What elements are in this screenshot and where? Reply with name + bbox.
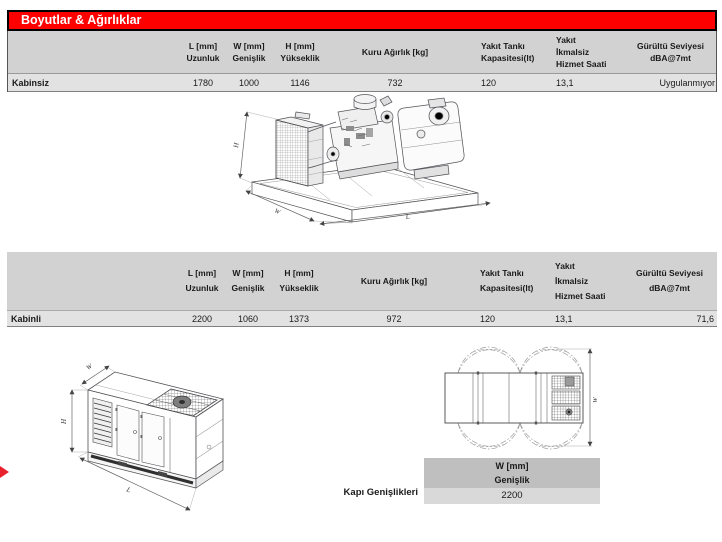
value-height: 1373 xyxy=(288,313,310,324)
spec-row-kabinli xyxy=(7,311,717,327)
dim-label-l: L xyxy=(125,485,133,495)
canopy-genset-drawing xyxy=(40,330,300,515)
dim-label-w: W xyxy=(273,207,282,217)
header-cell-dry-weight: Kuru Ağırlık [kg] xyxy=(361,47,429,57)
door-widths-table xyxy=(424,458,600,504)
louver-panel xyxy=(93,398,112,447)
header-cell-noise: Gürültü Seviyesi dBA@7mt xyxy=(635,268,704,293)
red-triangle-marker xyxy=(0,466,9,478)
open-genset-drawing xyxy=(225,88,505,228)
door-widths-value: 2200 xyxy=(424,488,600,504)
dim-label-h: H xyxy=(232,142,241,149)
header-cell-fuel-tank: Yakıt Tankı Kapasitesi(lt) xyxy=(480,268,534,293)
dim-label-w: W xyxy=(85,362,94,372)
header-cell-width: W [mm] Genişlik xyxy=(231,268,265,293)
row-name: Kabinsiz xyxy=(12,77,50,88)
radiator xyxy=(276,112,323,186)
header-cell-empty xyxy=(7,252,178,310)
header-cell-length: L [mm] Uzunluk xyxy=(186,41,220,63)
value-dry-weight: 972 xyxy=(386,313,402,324)
alternator xyxy=(398,98,464,179)
spec-table-header xyxy=(8,31,716,74)
header-cell-fuel-tank: Yakıt Tankı Kapasitesi(lt) xyxy=(481,41,535,63)
value-refuel-hours: 13,1 xyxy=(555,313,573,324)
header-cell-height: H [mm] Yükseklik xyxy=(279,268,319,293)
spec-table-kabinsiz xyxy=(7,31,717,92)
header-cell-refuel-hours: Yakıt İkmalsiz Hizmet Saati xyxy=(556,35,607,69)
header-cell-noise: Gürültü Seviyesi dBA@7mt xyxy=(636,41,705,63)
value-dry-weight: 732 xyxy=(387,77,403,88)
dim-label-w: W xyxy=(592,397,599,403)
dim-label-h: H xyxy=(60,418,68,424)
value-length: 2200 xyxy=(191,313,213,324)
header-cell-refuel-hours: Yakıt İkmalsiz Hizmet Saati xyxy=(555,260,606,301)
door-widths-label: Kapı Genişlikleri xyxy=(343,487,418,498)
header-cell-dry-weight: Kuru Ağırlık [kg] xyxy=(360,275,428,286)
value-height: 1146 xyxy=(290,77,310,88)
dim-label-l: L xyxy=(405,212,411,221)
spec-table-header-2 xyxy=(7,252,717,311)
value-noise: 71,6 xyxy=(696,313,714,324)
row-name: Kabinli xyxy=(11,313,42,324)
value-width: 1060 xyxy=(237,313,259,324)
value-noise: Uygulanmıyor xyxy=(659,77,715,88)
section-title: Boyutlar & Ağırlıklar xyxy=(21,13,142,27)
section-title-bar xyxy=(7,10,717,31)
header-cell-width: W [mm] Genişlik xyxy=(232,41,266,63)
canopy-plan-body xyxy=(445,372,583,425)
header-cell-length: L [mm] Uzunluk xyxy=(185,268,219,293)
top-view-drawing xyxy=(428,336,608,456)
value-fuel-tank: 120 xyxy=(481,77,497,88)
door-widths-header: W [mm] Genişlik xyxy=(424,458,600,488)
header-cell-empty xyxy=(8,31,179,73)
value-refuel-hours: 13,1 xyxy=(556,77,574,88)
header-cell-height: H [mm] Yükseklik xyxy=(280,41,320,63)
plan-grille xyxy=(552,376,580,420)
value-width: 1000 xyxy=(238,77,260,88)
value-length: 1780 xyxy=(192,77,214,88)
spec-table-kabinli xyxy=(7,252,717,327)
value-fuel-tank: 120 xyxy=(480,313,496,324)
